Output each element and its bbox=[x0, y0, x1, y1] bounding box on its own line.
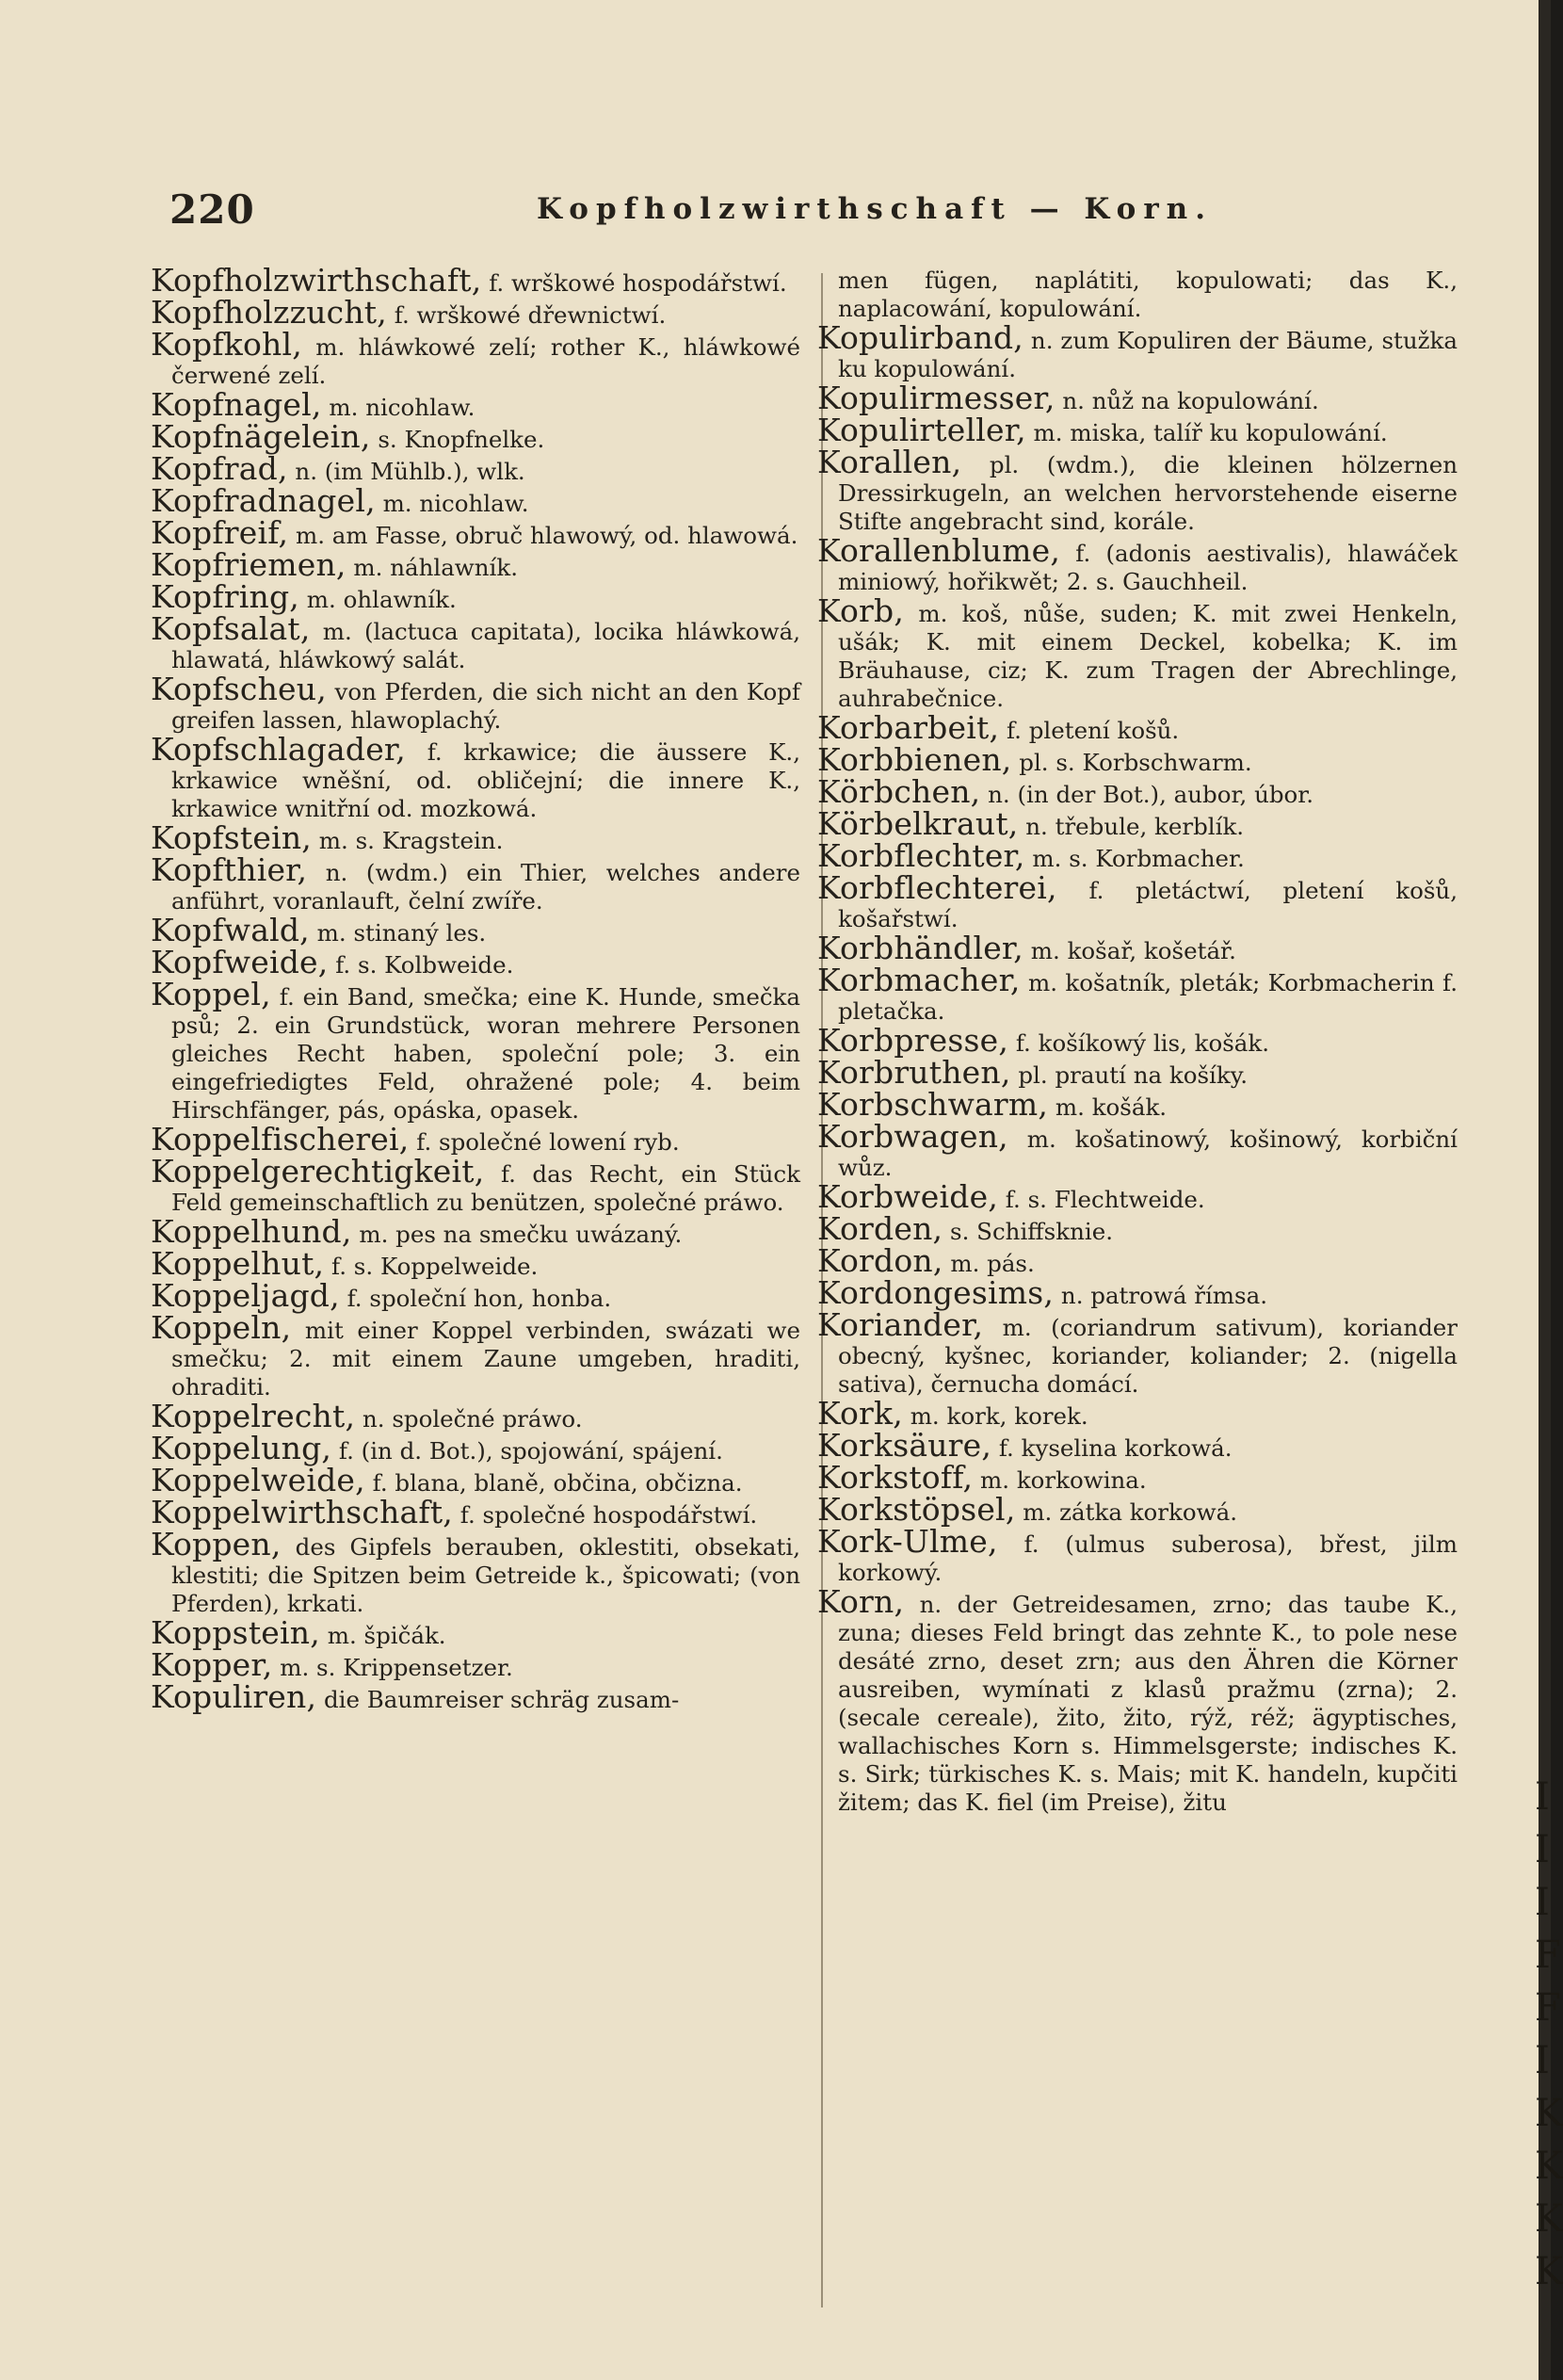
dictionary-entry bbox=[817, 532, 1458, 596]
dictionary-entry bbox=[817, 319, 1458, 383]
dictionary-entry bbox=[151, 851, 800, 915]
entry-definition: f. ein Band, smečka; eine K. Hunde, smečka psů; 2. ein Grundstück, woran mehrere Personen gleiches Recht haben, společní pole; 3. ein eingefriedigtes Feld, ohražené pole; 4. beim Hirschfänger, pás, opáska, opasek. bbox=[171, 983, 800, 1124]
entry-headword: Kopfsalat, bbox=[151, 610, 311, 647]
entry-headword: Koppelweide, bbox=[151, 1462, 365, 1498]
entry-headword: Kork-Ulme, bbox=[817, 1523, 998, 1560]
entry-headword: Korden, bbox=[817, 1210, 943, 1247]
entry-headword: Kopfrad, bbox=[151, 450, 288, 487]
entry-headword: Kopfkohl, bbox=[151, 326, 302, 363]
entry-definition: m. hláwkowé zelí; rother K., hláwkowé čerwené zelí. bbox=[171, 333, 800, 389]
entry-definition: n. zum Kopuliren der Bäume, stužka ku kopulowání. bbox=[838, 327, 1458, 382]
entry-definition: n. (wdm.) ein Thier, welches andere anführt, voranlauft, čelní zwíře. bbox=[171, 859, 800, 915]
entry-headword: Kopuliren, bbox=[151, 1678, 317, 1715]
entry-definition: m. koš, nůše, suden; K. mit zwei Henkeln, ušák; K. mit einem Deckel, kobelka; K. im Bräuhause, ciz; K. zum Tragen der Abrechlinge, auhrabečnice. bbox=[838, 600, 1458, 712]
entry-headword: Korksäure, bbox=[817, 1427, 992, 1464]
entry-definition: f. společní hon, honba. bbox=[339, 1285, 612, 1312]
dictionary-entry bbox=[817, 962, 1458, 1026]
entry-headword: Korbmacher, bbox=[817, 962, 1021, 998]
entry-definition: f. košíkowý lis, košák. bbox=[1008, 1029, 1270, 1057]
entry-headword: Kopulirband, bbox=[817, 319, 1023, 356]
page-number: 220 bbox=[169, 186, 255, 233]
entry-headword: Kopulirmesser, bbox=[817, 380, 1055, 416]
entry-headword: Korallen, bbox=[817, 444, 962, 480]
entry-definition: f. společné hospodářstwí. bbox=[452, 1501, 758, 1529]
entry-headword: Kopfholzwirthschaft, bbox=[151, 262, 482, 299]
entry-headword: Koriander, bbox=[817, 1306, 984, 1343]
entry-definition: n. patrowá římsa. bbox=[1054, 1282, 1267, 1309]
entry-definition: n. třebule, kerblík. bbox=[1018, 813, 1245, 840]
entry-definition: m. náhlawník. bbox=[346, 554, 519, 581]
entry-definition: m. nicohlaw. bbox=[321, 394, 475, 421]
entry-definition: m. nicohlaw. bbox=[375, 490, 529, 517]
entry-definition: n. nůž na kopulowání. bbox=[1055, 387, 1319, 414]
entry-definition: m. (lactuca capitata), locika hláwkowá, hlawatá, hláwkowý salát. bbox=[171, 618, 800, 673]
entry-headword: Korn, bbox=[817, 1583, 905, 1620]
entry-definition: f. wrškowé dřewnictwí. bbox=[386, 301, 667, 329]
entry-headword: Korb, bbox=[817, 592, 905, 629]
dictionary-entry bbox=[151, 731, 800, 823]
dictionary-entry bbox=[817, 1523, 1458, 1587]
entry-headword: Kopfwald, bbox=[151, 912, 310, 948]
running-head: Kopfholzwirthschaft — Korn. bbox=[537, 192, 1213, 226]
entry-headword: Kopfnagel, bbox=[151, 386, 322, 423]
entry-headword: Kopfriemen, bbox=[151, 546, 346, 583]
entry-definition: m. kork, korek. bbox=[902, 1402, 1088, 1430]
entry-headword: Koppelwirthschaft, bbox=[151, 1494, 453, 1530]
entry-headword: Korbflechterei, bbox=[817, 869, 1057, 906]
entry-headword: Korkstöpsel, bbox=[817, 1491, 1016, 1528]
entry-definition: m. košatinowý, košinowý, korbiční wůz. bbox=[838, 1125, 1458, 1181]
dictionary-entry bbox=[817, 592, 1458, 713]
left-column bbox=[151, 262, 800, 1715]
entry-definition: m. ohlawník. bbox=[298, 586, 457, 613]
entry-headword: Korallenblume, bbox=[817, 532, 1061, 569]
entry-definition: mit einer Koppel verbinden, swázati we smečku; 2. mit einem Zaune umgeben, hraditi, ohraditi. bbox=[171, 1317, 800, 1400]
entry-headword: Korbflechter, bbox=[817, 837, 1025, 874]
entry-headword: Koppel, bbox=[151, 976, 271, 1012]
entry-headword: Kopfreif, bbox=[151, 514, 289, 551]
entry-headword: Korbhändler, bbox=[817, 930, 1023, 966]
entry-headword: Kopfweide, bbox=[151, 944, 329, 980]
entry-headword: Kopfradnagel, bbox=[151, 482, 376, 519]
entry-headword: Korbarbeit, bbox=[817, 709, 1000, 746]
entry-definition: m. košař, košetář. bbox=[1023, 937, 1236, 964]
entry-definition: f. s. Koppelweide. bbox=[324, 1253, 539, 1280]
entry-definition: m. košák. bbox=[1048, 1093, 1168, 1121]
entry-definition: s. Schiffsknie. bbox=[943, 1218, 1114, 1245]
dictionary-entry bbox=[151, 671, 800, 735]
entry-headword: Kork, bbox=[817, 1395, 903, 1432]
right-column bbox=[817, 267, 1458, 1818]
entry-headword: Korbruthen, bbox=[817, 1054, 1011, 1091]
entry-headword: Koppelrecht, bbox=[151, 1398, 356, 1434]
entry-headword: Korbschwarm, bbox=[817, 1086, 1049, 1123]
entry-headword: Kopper, bbox=[151, 1646, 273, 1683]
entry-headword: Kopfschlagader, bbox=[151, 731, 406, 768]
dictionary-entry bbox=[817, 444, 1458, 536]
entry-definition: f. (ulmus suberosa), břest, jilm korkowý. bbox=[838, 1530, 1458, 1586]
entry-definition: men fügen, naplátiti, kopulowati; das K., naplacowání, kopulowání. bbox=[838, 267, 1458, 322]
entry-definition: pl. s. Korbschwarm. bbox=[1011, 749, 1252, 776]
entry-definition: f. pletáctwí, pletení košů, košařstwí. bbox=[838, 877, 1458, 932]
entry-definition: f. wrškowé hospodářstwí. bbox=[481, 269, 787, 297]
entry-definition: n. (im Mühlb.), wlk. bbox=[287, 458, 525, 485]
entry-definition: m. košatník, pleták; Korbmacherin f. pletačka. bbox=[838, 969, 1458, 1025]
entry-definition: pl. (wdm.), die kleinen hölzernen Dressirkugeln, an welchen hervorstehende eiserne Stifte angebracht sind, korále. bbox=[838, 451, 1458, 535]
entry-headword: Koppstein, bbox=[151, 1614, 320, 1651]
entry-definition: des Gipfels berauben, oklestiti, obsekati, klestiti; die Spitzen beim Getreide k., špicowati; (von Pferden), krkati. bbox=[171, 1533, 800, 1617]
dictionary-entry bbox=[817, 1583, 1458, 1817]
entry-definition: f. krkawice; die äussere K., krkawice wněšní, od. obličejní; die innere K., krkawice wnitřní od. mozkowá. bbox=[171, 738, 800, 822]
dictionary-entry bbox=[817, 869, 1458, 933]
entry-headword: Kopfscheu, bbox=[151, 671, 327, 707]
entry-headword: Kopfnägelein, bbox=[151, 418, 371, 455]
entry-definition: f. blana, blaně, občina, občizna. bbox=[364, 1469, 743, 1497]
entry-definition: m. s. Kragstein. bbox=[312, 827, 504, 854]
entry-definition: m. korkowina. bbox=[973, 1466, 1147, 1494]
entry-headword: Kordon, bbox=[817, 1242, 943, 1279]
entry-definition: m. pes na smečku uwázaný. bbox=[351, 1221, 683, 1248]
entry-definition: m. zátka korkowá. bbox=[1015, 1498, 1237, 1526]
entry-headword: Kopfthier, bbox=[151, 851, 308, 888]
entry-definition: n. (in der Bot.), aubor, úbor. bbox=[980, 781, 1314, 808]
entry-definition: m. stinaný les. bbox=[309, 919, 487, 947]
entry-definition: m. am Fasse, obruč hlawowý, od. hlawowá. bbox=[288, 522, 798, 549]
entry-definition: m. pás. bbox=[943, 1250, 1035, 1277]
entry-definition: f. pletení košů. bbox=[999, 717, 1180, 744]
entry-definition: f. kyselina korkowá. bbox=[991, 1434, 1233, 1462]
entry-definition: f. společné lowení ryb. bbox=[409, 1128, 680, 1156]
dictionary-entry bbox=[151, 326, 800, 390]
entry-definition: f. (in d. Bot.), spojowání, spájení. bbox=[331, 1437, 723, 1465]
entry-definition: die Baumreiser schräg zusam- bbox=[316, 1686, 680, 1713]
entry-headword: Koppen, bbox=[151, 1526, 282, 1562]
entry-headword: Körbelkraut, bbox=[817, 805, 1019, 842]
entry-definition: von Pferden, die sich nicht an den Kopf greifen lassen, hlawoplachý. bbox=[171, 678, 800, 734]
entry-headword: Koppeln, bbox=[151, 1309, 292, 1346]
entry-headword: Körbchen, bbox=[817, 773, 981, 810]
dictionary-entry bbox=[817, 1118, 1458, 1182]
entry-headword: Kopfring, bbox=[151, 578, 299, 615]
entry-definition: m. miska, talíř ku kopulowání. bbox=[1025, 419, 1388, 446]
entry-definition: n. der Getreidesamen, zrno; das taube K., zuna; dieses Feld bringt das zehnte K., to pole nese desáté zrno, deset zrn; aus den Ähren die Körner ausreiben, wymínati z klasů pražmu (zrna); 2. (secale cereale), žito, žito, rýž, réž; ägyptisches, wallachisches Korn s. Himmelsgerste; indisches K. s. Sirk; türkisches K. s. Mais; mit K. handeln, kupčiti žitem; das K. fiel (im Preise), žitu bbox=[838, 1591, 1458, 1816]
entry-headword: Kordongesims, bbox=[817, 1274, 1055, 1311]
entry-definition: pl. prautí na košíky. bbox=[1010, 1061, 1249, 1089]
entry-headword: Korkstoff, bbox=[817, 1459, 974, 1496]
entry-headword: Korbwagen, bbox=[817, 1118, 1008, 1155]
dictionary-entry bbox=[817, 267, 1458, 323]
dictionary-entry bbox=[151, 976, 800, 1125]
entry-definition: f. s. Flechtweide. bbox=[998, 1186, 1205, 1213]
entry-headword: Kopulirteller, bbox=[817, 412, 1026, 448]
page-header bbox=[169, 186, 1394, 243]
entry-definition: s. Knopfnelke. bbox=[370, 426, 545, 453]
entry-headword: Kopfstein, bbox=[151, 819, 312, 856]
entry-definition: m. s. Korbmacher. bbox=[1024, 845, 1245, 872]
dictionary-entry bbox=[151, 1678, 800, 1715]
dictionary-entry bbox=[151, 1309, 800, 1401]
entry-definition: f. s. Kolbweide. bbox=[328, 951, 514, 979]
entry-definition: f. das Recht, ein Stück Feld gemeinschaftlich zu benützen, společné práwo. bbox=[171, 1160, 800, 1216]
entry-headword: Kopfholzzucht, bbox=[151, 294, 387, 331]
entry-definition: m. špičák. bbox=[319, 1622, 446, 1649]
entry-headword: Koppelhund, bbox=[151, 1213, 352, 1250]
entry-headword: Koppelgerechtigkeit, bbox=[151, 1153, 485, 1190]
entry-headword: Koppelfischerei, bbox=[151, 1121, 410, 1158]
entry-definition: n. společné práwo. bbox=[355, 1405, 583, 1433]
entry-headword: Korbweide, bbox=[817, 1178, 999, 1215]
entry-definition: f. (adonis aestivalis), hlawáček miniowý, hořikwět; 2. s. Gauchheil. bbox=[838, 540, 1458, 595]
dictionary-entry bbox=[817, 1306, 1458, 1399]
entry-definition: m. s. Krippensetzer. bbox=[272, 1654, 513, 1681]
entry-headword: Koppelung, bbox=[151, 1430, 332, 1466]
entry-headword: Koppeljagd, bbox=[151, 1277, 340, 1314]
margin-letters-text: I I I F F I K K K K bbox=[1535, 1775, 1563, 2293]
dictionary-entry bbox=[151, 1153, 800, 1217]
dictionary-entry bbox=[151, 610, 800, 674]
entry-headword: Koppelhut, bbox=[151, 1245, 325, 1282]
entry-headword: Korbpresse, bbox=[817, 1022, 1009, 1059]
adjacent-page-margin-letters bbox=[1535, 1771, 1563, 2298]
entry-definition: m. (coriandrum sativum), koriander obecný, kyšnec, koriander, koliander; 2. (nigella sativa), černucha domácí. bbox=[838, 1314, 1458, 1398]
entry-headword: Korbbienen, bbox=[817, 741, 1012, 778]
dictionary-entry bbox=[151, 1526, 800, 1618]
